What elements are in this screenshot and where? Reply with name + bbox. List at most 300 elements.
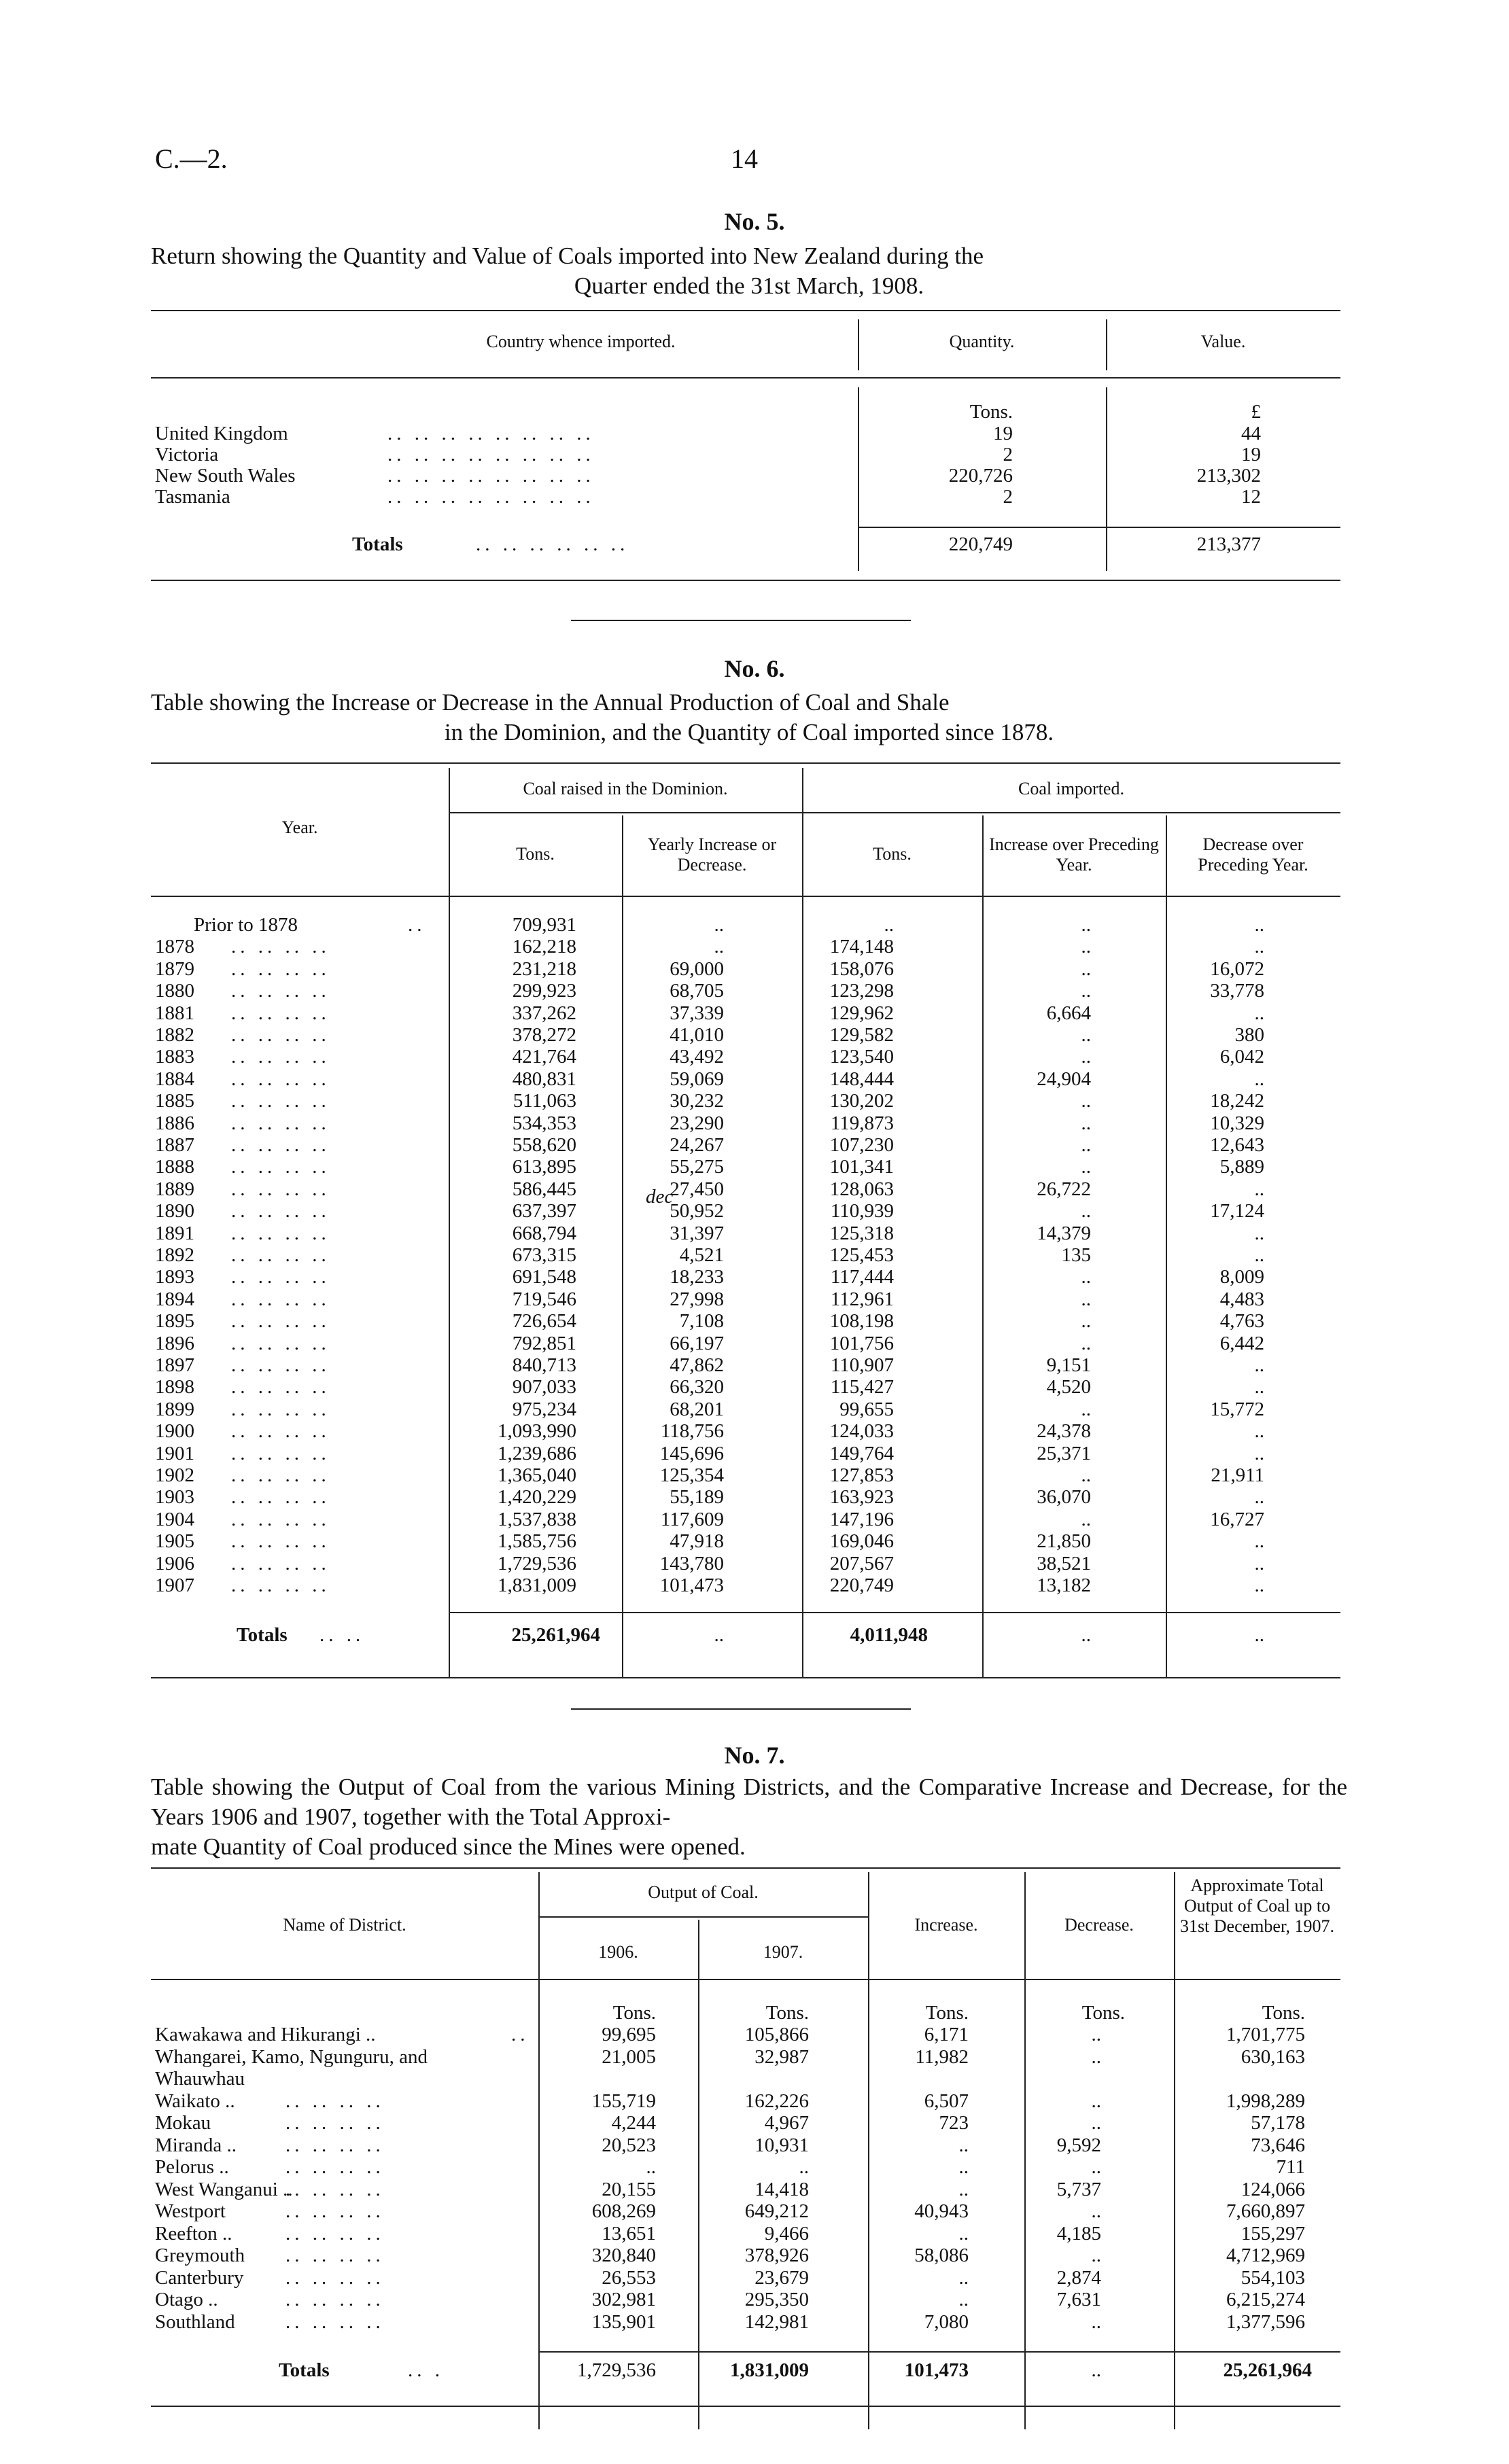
table7-sum-rule — [538, 2351, 1340, 2353]
table7-1907: 9,466 — [764, 2223, 809, 2245]
table5-col-country: Country whence imported. — [486, 332, 676, 351]
table6-dec: 33,778 — [1210, 980, 1264, 1002]
table6-imp-tons: 112,961 — [830, 1288, 894, 1310]
table6-imp-tons: 115,427 — [830, 1376, 894, 1398]
table6-year: 1891 — [155, 1222, 194, 1244]
table5-sum-rule — [858, 527, 1340, 528]
table6-tons: 534,353 — [512, 1112, 576, 1134]
table7-vrule-1 — [538, 1872, 540, 2429]
table7-1906: 4,244 — [611, 2112, 656, 2134]
table5-caption-line2: Quarter ended the 31st March, 1908. — [574, 272, 924, 299]
table6-yearly: .. — [714, 936, 724, 957]
table6-yearly: 117,609 — [660, 1509, 724, 1530]
table5-unit-value: £ — [1251, 401, 1261, 423]
table7-vrule-3 — [868, 1872, 869, 2429]
table6-inc: 21,850 — [1037, 1530, 1091, 1552]
table6-inc: .. — [1081, 1156, 1091, 1178]
table6-inc: .. — [1081, 1266, 1091, 1288]
table6-inc: 13,182 — [1037, 1574, 1091, 1596]
table6-top-rule — [151, 762, 1340, 764]
table5-country: United Kingdom — [155, 423, 288, 444]
table6-tons: 162,218 — [512, 936, 576, 957]
table7-decrease: .. — [1091, 2090, 1101, 2112]
table7-bottom-rule — [151, 2406, 1340, 2407]
table6-tons: 907,033 — [512, 1376, 576, 1398]
table7-top-rule — [151, 1867, 1340, 1869]
table6-tons: 586,445 — [512, 1178, 576, 1200]
table6-inc: .. — [1081, 1046, 1091, 1068]
table7-1907: 32,987 — [755, 2046, 809, 2068]
table7-totals-1906: 1,729,536 — [577, 2359, 656, 2381]
table6-totals-imp: 4,011,948 — [850, 1624, 928, 1646]
table6-dec: .. — [1254, 1443, 1264, 1464]
table7-caption-line2: Increase and Decrease, for the Years 1906 and 1907, together with the Total Approxi- — [151, 1774, 1347, 1830]
table6-inc: 9,151 — [1046, 1354, 1091, 1376]
table6-year: 1907 — [155, 1574, 194, 1596]
table6-imp-tons: 130,202 — [829, 1090, 894, 1112]
table5-bottom-rule — [151, 580, 1340, 581]
table5-totals-dots: .. .. .. .. .. .. — [476, 533, 629, 555]
table6-tons: 299,923 — [512, 980, 576, 1002]
table7-1907: 295,350 — [744, 2289, 809, 2310]
table7-district: Reefton .. — [155, 2223, 232, 2245]
table6-year: 1894 — [155, 1288, 194, 1310]
table5-leader-dots: .. .. .. .. .. .. .. .. — [387, 465, 595, 487]
table6-year: 1900 — [155, 1420, 194, 1442]
table6-inc: .. — [1081, 958, 1091, 980]
table7-leader-dots: .. .. .. .. — [285, 2289, 385, 2310]
table6-tons: 613,895 — [512, 1156, 576, 1178]
table6-leader-dots: .. .. .. .. — [231, 1354, 330, 1376]
table6-yearly: 55,189 — [670, 1486, 724, 1508]
table7-increase: .. — [958, 2223, 969, 2245]
table6-inc: 38,521 — [1037, 1553, 1091, 1574]
table6-tons: 1,239,686 — [498, 1443, 576, 1464]
table6-inc: 36,070 — [1037, 1486, 1091, 1508]
table6-tons: 691,548 — [512, 1266, 576, 1288]
table7-increase: 7,080 — [924, 2311, 969, 2333]
table6-number: No. 6. — [724, 655, 785, 682]
table7-total: 1,998,289 — [1226, 2090, 1305, 2112]
table6-yearly: 43,492 — [670, 1046, 724, 1068]
table6-col-yearly: Yearly Increase or Decrease. — [647, 834, 777, 875]
page-number: 14 — [731, 143, 758, 174]
table7-1907: 105,866 — [744, 2024, 809, 2045]
table6-year: 1881 — [155, 1002, 194, 1024]
table5-totals-label: Totals — [352, 533, 403, 555]
table6-yearly: 47,918 — [670, 1530, 724, 1552]
table7-vrule-4 — [1024, 1872, 1026, 2429]
table6-year: 1879 — [155, 958, 194, 980]
table6-year: 1880 — [155, 980, 194, 1002]
table6-leader-dots: .. .. .. .. — [231, 1134, 330, 1156]
table6-year: 1878 — [155, 936, 194, 957]
table6-imp-tons: 99,655 — [839, 1398, 894, 1420]
table6-year: 1902 — [155, 1464, 194, 1486]
table7-1906: 608,269 — [591, 2200, 656, 2222]
table7-decrease: 9,592 — [1056, 2134, 1101, 2156]
table6-leader-dots: .. .. .. .. — [231, 1222, 330, 1244]
table6-imp-tons: 124,033 — [829, 1420, 894, 1442]
table6-year: 1901 — [155, 1443, 194, 1464]
table6-leader-dots: .. .. .. .. — [231, 1443, 330, 1464]
table6-year: 1887 — [155, 1134, 194, 1156]
table6-yearly: 68,705 — [670, 980, 724, 1002]
table6-tons: 480,831 — [512, 1068, 576, 1090]
table7-leader-dots: .. .. .. .. — [285, 2112, 385, 2134]
table6-group-rule — [449, 812, 1340, 813]
table6-imp-tons: 123,540 — [829, 1046, 894, 1068]
table5-totals-quantity: 220,749 — [948, 533, 1013, 555]
table7-caption-line1: Table showing the Output of Coal from the various Mining Districts, and the Comparative — [151, 1774, 1042, 1800]
table7-decrease: .. — [1091, 2311, 1101, 2333]
table7-totals-dots: .. . — [408, 2359, 444, 2381]
table6-dec: 4,763 — [1219, 1310, 1264, 1332]
table6-tons: 337,262 — [512, 1002, 576, 1024]
table7-1906: 26,553 — [602, 2267, 656, 2289]
table6-leader-dots: .. .. .. .. — [231, 1156, 330, 1178]
table6-vrule-4 — [982, 815, 984, 1678]
table5-country: New South Wales — [155, 465, 296, 487]
table6-imp-tons: 123,298 — [829, 980, 894, 1002]
table6-col-dec: Decrease over Preceding Year. — [1198, 834, 1308, 875]
table7-vrule-5 — [1174, 1872, 1175, 2429]
table7-decrease: 7,631 — [1056, 2289, 1101, 2310]
table6-inc: 4,520 — [1046, 1376, 1091, 1398]
table7-district: Kawakawa and Hikurangi .. — [155, 2024, 376, 2045]
table6-caption — [151, 688, 1347, 747]
table6-dec: .. — [1254, 1574, 1264, 1596]
table7-increase: .. — [958, 2289, 969, 2310]
table6-imp-tons: .. — [884, 914, 894, 936]
table7-district: Waikato .. — [155, 2090, 235, 2112]
table5-country: Tasmania — [155, 486, 230, 508]
table6-leader-dots: .. .. .. .. — [231, 1200, 330, 1222]
table7-1907: 4,967 — [764, 2112, 809, 2134]
table5-head-rule — [151, 377, 1340, 379]
table6-imp-tons: 149,764 — [829, 1443, 894, 1464]
table6-imp-tons: 127,853 — [829, 1464, 894, 1486]
table6-leader-dots: .. .. .. .. — [231, 1530, 330, 1552]
table7-head-rule — [151, 1979, 1340, 1980]
table7-1906: 21,005 — [602, 2046, 656, 2068]
table6-imp-tons: 158,076 — [829, 958, 894, 980]
table6-leader-dots: .. .. .. .. — [231, 1244, 330, 1266]
table6-dec: 8,009 — [1219, 1266, 1264, 1288]
table6-year: 1897 — [155, 1354, 194, 1376]
table6-group-imported: Coal imported. — [1018, 779, 1124, 798]
table6-yearly: 31,397 — [670, 1222, 724, 1244]
table6-inc: 135 — [1061, 1244, 1091, 1266]
table6-yearly: 27,998 — [670, 1288, 724, 1310]
table6-dec: 15,772 — [1210, 1398, 1264, 1420]
table7-district: Miranda .. — [155, 2134, 237, 2156]
table6-caption-line2: in the Dominion, and the Quantity of Coal imported since 1878. — [444, 719, 1054, 745]
table7-leader-dots: .. .. .. .. — [285, 2245, 385, 2266]
table7-group-output: Output of Coal. — [648, 1882, 759, 1902]
table6-dec: 6,442 — [1219, 1333, 1264, 1354]
table6-dec: .. — [1254, 1486, 1264, 1508]
table6-imp-tons: 220,749 — [829, 1574, 894, 1596]
table6-tons: 719,546 — [512, 1288, 576, 1310]
table7-decrease: .. — [1091, 2245, 1101, 2266]
table6-dec: .. — [1254, 1068, 1264, 1090]
table7-caption-line3: mate Quantity of Coal produced since the Mines were opened. — [151, 1833, 746, 1860]
table7-col-increase: Increase. — [914, 1915, 978, 1935]
table6-imp-tons: 169,046 — [829, 1530, 894, 1552]
table7-col-decrease: Decrease. — [1064, 1915, 1134, 1935]
table7-increase: .. — [958, 2156, 969, 2178]
table7-decrease: .. — [1091, 2156, 1101, 2178]
table7-totals-total: 25,261,964 — [1223, 2359, 1312, 2381]
table6-imp-tons: 128,063 — [829, 1178, 894, 1200]
table6-imp-tons: 129,962 — [829, 1002, 894, 1024]
table7-leader-dots: .. .. .. .. — [285, 2090, 385, 2112]
table6-tons: 421,764 — [512, 1046, 576, 1068]
table6-tons: 840,713 — [512, 1354, 576, 1376]
table6-inc: 6,664 — [1046, 1002, 1091, 1024]
table6-yearly: 66,197 — [670, 1333, 724, 1354]
table5-quantity: 220,726 — [948, 465, 1013, 487]
table6-tons: 511,063 — [513, 1090, 576, 1112]
table7-total: 73,646 — [1251, 2134, 1305, 2156]
table7-totals-label: Totals — [279, 2359, 330, 2381]
table6-year: 1903 — [155, 1486, 194, 1508]
table7-total: 554,103 — [1241, 2267, 1305, 2289]
table6-inc: .. — [1081, 1090, 1091, 1112]
table7-col-1907: 1907. — [763, 1942, 803, 1962]
table6-dec: 5,889 — [1219, 1156, 1264, 1178]
table6-yearly: 101,473 — [659, 1574, 724, 1596]
table7-total: 1,701,775 — [1226, 2024, 1305, 2045]
table6-dec: .. — [1254, 1002, 1264, 1024]
table6-leader-dots: .. .. .. .. — [231, 1090, 330, 1112]
table5-value: 213,302 — [1196, 465, 1261, 487]
table6-imp-tons: 148,444 — [829, 1068, 894, 1090]
table7-district: Whangarei, Kamo, Ngunguru, and — [155, 2046, 428, 2068]
table5-top-rule — [151, 310, 1340, 311]
table6-leader-dots: .. .. .. .. — [231, 958, 330, 980]
table6-imp-tons: 174,148 — [829, 936, 894, 957]
table6-year: 1898 — [155, 1376, 194, 1398]
table7-col-total: Approximate Total Output of Coal up to 31st December, 1907. — [1179, 1876, 1335, 1936]
table6-tons: 709,931 — [512, 914, 576, 936]
table5-leader-dots: .. .. .. .. .. .. .. .. — [387, 423, 595, 444]
table7-unit-1907: Tons. — [765, 2002, 809, 2024]
table7-caption — [151, 1772, 1347, 1862]
table6-imp-tons: 101,756 — [829, 1333, 894, 1354]
table6-tons: 1,365,040 — [498, 1464, 576, 1486]
table6-yearly: 24,267 — [670, 1134, 724, 1156]
table5-number: No. 5. — [724, 208, 785, 235]
table7-increase: .. — [958, 2267, 969, 2289]
table6-imp-tons: 108,198 — [829, 1310, 894, 1332]
table7-total: 630,163 — [1241, 2046, 1305, 2068]
table7-unit-increase: Tons. — [925, 2002, 969, 2024]
table7-1907: 14,418 — [755, 2179, 809, 2200]
table6-leader-dots: .. .. .. .. — [231, 1310, 330, 1332]
table7-unit-total: Tons. — [1262, 2002, 1305, 2024]
table5-unit-quantity: Tons. — [969, 401, 1013, 423]
section-divider-2 — [571, 1708, 911, 1710]
table7-district: West Wanganui .. — [155, 2179, 293, 2200]
table7-total: 57,178 — [1251, 2112, 1305, 2134]
table6-inc: .. — [1081, 1509, 1091, 1530]
table6-year: 1882 — [155, 1024, 194, 1046]
table5-value: 19 — [1241, 444, 1261, 465]
table6-inc: .. — [1081, 1024, 1091, 1046]
table6-dec: 12,643 — [1210, 1134, 1264, 1156]
table6-inc: .. — [1081, 1398, 1091, 1420]
table6-yearly: 23,290 — [670, 1112, 724, 1134]
table6-inc: .. — [1081, 1288, 1091, 1310]
table7-district: Westport — [155, 2200, 226, 2222]
table6-inc: .. — [1081, 980, 1091, 1002]
table7-1907: 23,679 — [755, 2267, 809, 2289]
table6-col-tons: Tons. — [516, 844, 555, 864]
table6-dec: 10,329 — [1210, 1112, 1264, 1134]
table7-total: 155,297 — [1241, 2223, 1305, 2245]
table7-1907: 142,981 — [744, 2311, 809, 2333]
table6-leader-dots: .. .. .. .. — [231, 936, 330, 957]
table6-year: 1883 — [155, 1046, 194, 1068]
table6-dec: .. — [1254, 1354, 1264, 1376]
table6-year: Prior to 1878 — [194, 914, 298, 936]
table7-decrease: .. — [1091, 2200, 1101, 2222]
table7-1906: 302,981 — [591, 2289, 656, 2310]
document-reference: C.—2. — [155, 143, 228, 174]
table6-inc: .. — [1081, 1464, 1091, 1486]
table7-leader-dots: .. .. .. .. — [285, 2267, 385, 2289]
table6-inc: 14,379 — [1037, 1222, 1091, 1244]
table6-leader-dots: .. .. .. .. — [231, 1002, 330, 1024]
table6-leader-dots: .. .. .. .. — [231, 1420, 330, 1442]
table5-leader-dots: .. .. .. .. .. .. .. .. — [387, 444, 595, 465]
table6-inc: .. — [1081, 1112, 1091, 1134]
table6-yearly: 27,450 — [670, 1178, 724, 1200]
table6-imp-tons: 119,873 — [830, 1112, 894, 1134]
table6-year: 1895 — [155, 1310, 194, 1332]
table6-yearly: 55,275 — [670, 1156, 724, 1178]
table6-leader-dots: .. .. .. .. — [231, 1398, 330, 1420]
table5-quantity: 2 — [1003, 486, 1013, 508]
table6-dec: .. — [1254, 914, 1264, 936]
table5-caption-line1: Return showing the Quantity and Value of Coals imported into New Zealand during the — [151, 243, 984, 269]
table7-leader-dots: .. .. .. .. — [285, 2134, 385, 2156]
table5-quantity: 19 — [993, 423, 1013, 444]
table6-inc: 24,904 — [1037, 1068, 1091, 1090]
table7-district: Greymouth — [155, 2245, 245, 2266]
table6-tons: 378,272 — [512, 1024, 576, 1046]
table7-district: Mokau — [155, 2112, 211, 2134]
table6-dec: .. — [1254, 1244, 1264, 1266]
table7-decrease: .. — [1091, 2046, 1101, 2068]
table7-district: Canterbury — [155, 2267, 244, 2289]
table6-imp-tons: 129,582 — [829, 1024, 894, 1046]
table7-col-district: Name of District. — [283, 1915, 406, 1935]
table6-yearly: 41,010 — [670, 1024, 724, 1046]
table6-imp-tons: 163,923 — [829, 1486, 894, 1508]
table6-leader-dots: .. .. .. .. — [231, 1046, 330, 1068]
table7-district: Pelorus .. — [155, 2156, 229, 2178]
table6-leader-dots: .. .. .. .. — [231, 1024, 330, 1046]
table6-inc: 26,722 — [1037, 1178, 1091, 1200]
table7-1906: 20,523 — [602, 2134, 656, 2156]
table6-leader-dots: .. .. .. .. — [231, 1288, 330, 1310]
table7-total: 711 — [1276, 2156, 1305, 2178]
table7-increase: 11,982 — [915, 2046, 969, 2068]
table6-vrule-2 — [622, 815, 623, 1678]
table7-increase: 6,507 — [924, 2090, 969, 2112]
table6-dec: 6,042 — [1219, 1046, 1264, 1068]
table6-dec: 18,242 — [1210, 1090, 1264, 1112]
table6-yearly: 47,862 — [670, 1354, 724, 1376]
table6-col-imp-tons: Tons. — [873, 844, 912, 864]
table7-number: No. 7. — [724, 1742, 785, 1769]
table6-year: 1906 — [155, 1553, 194, 1574]
table6-dec: .. — [1254, 1420, 1264, 1442]
table5-value: 12 — [1241, 486, 1261, 508]
table6-yearly: 68,201 — [670, 1398, 724, 1420]
table6-yearly: 59,069 — [670, 1068, 724, 1090]
table6-imp-tons: 110,939 — [830, 1200, 894, 1222]
table6-vrule-5 — [1166, 815, 1167, 1678]
table7-decrease: 4,185 — [1056, 2223, 1101, 2245]
table6-tons: 1,831,009 — [498, 1574, 576, 1596]
table7-1907: 162,226 — [744, 2090, 809, 2112]
table6-leader-dots: .. .. .. .. — [231, 1333, 330, 1354]
table6-imp-tons: 110,907 — [830, 1354, 894, 1376]
table6-vrule-3 — [802, 768, 803, 1678]
table7-leader-dots: .. .. .. .. — [285, 2311, 385, 2333]
table6-tons: 558,620 — [512, 1134, 576, 1156]
table6-imp-tons: 125,453 — [829, 1244, 894, 1266]
table6-col-year: Year. — [281, 817, 318, 837]
table5-vrule-2 — [1106, 319, 1107, 370]
table6-yearly: 50,952 — [670, 1200, 724, 1222]
table6-inc: .. — [1081, 936, 1091, 957]
table6-tons: 1,420,229 — [498, 1486, 576, 1508]
table5-col-value: Value. — [1200, 332, 1246, 351]
table7-district: Otago .. — [155, 2289, 218, 2310]
table7-total: 4,712,969 — [1226, 2245, 1305, 2266]
table6-tons: 1,729,536 — [498, 1553, 576, 1574]
table6-leader-dots: .. .. .. .. — [231, 1486, 330, 1508]
table6-leader-dots: .. .. .. .. — [231, 1574, 330, 1596]
table7-increase: 6,171 — [924, 2024, 969, 2045]
table7-1907: .. — [799, 2156, 809, 2178]
table6-dec: 21,911 — [1211, 1464, 1264, 1486]
table7-group-rule — [538, 1916, 868, 1918]
table6-dec: 16,727 — [1210, 1509, 1264, 1530]
table6-dec: .. — [1254, 1178, 1264, 1200]
table6-tons: 637,397 — [512, 1200, 576, 1222]
table6-yearly: 143,780 — [659, 1553, 724, 1574]
table7-decrease: 2,874 — [1056, 2267, 1101, 2289]
table7-1907: 378,926 — [744, 2245, 809, 2266]
table6-tons: 1,537,838 — [498, 1509, 576, 1530]
table6-tons: 231,218 — [512, 958, 576, 980]
table7-decrease: 5,737 — [1056, 2179, 1101, 2200]
table6-leader-dots: .. .. .. .. — [231, 1266, 330, 1288]
table6-totals-dots: .. .. — [319, 1624, 365, 1646]
table7-total: 7,660,897 — [1226, 2200, 1305, 2222]
table6-dec: .. — [1254, 1530, 1264, 1552]
table5-totals-value: 213,377 — [1196, 533, 1261, 555]
table6-inc: .. — [1081, 914, 1091, 936]
table6-group-raised: Coal raised in the Dominion. — [523, 779, 728, 798]
table6-tons: 792,851 — [512, 1333, 576, 1354]
